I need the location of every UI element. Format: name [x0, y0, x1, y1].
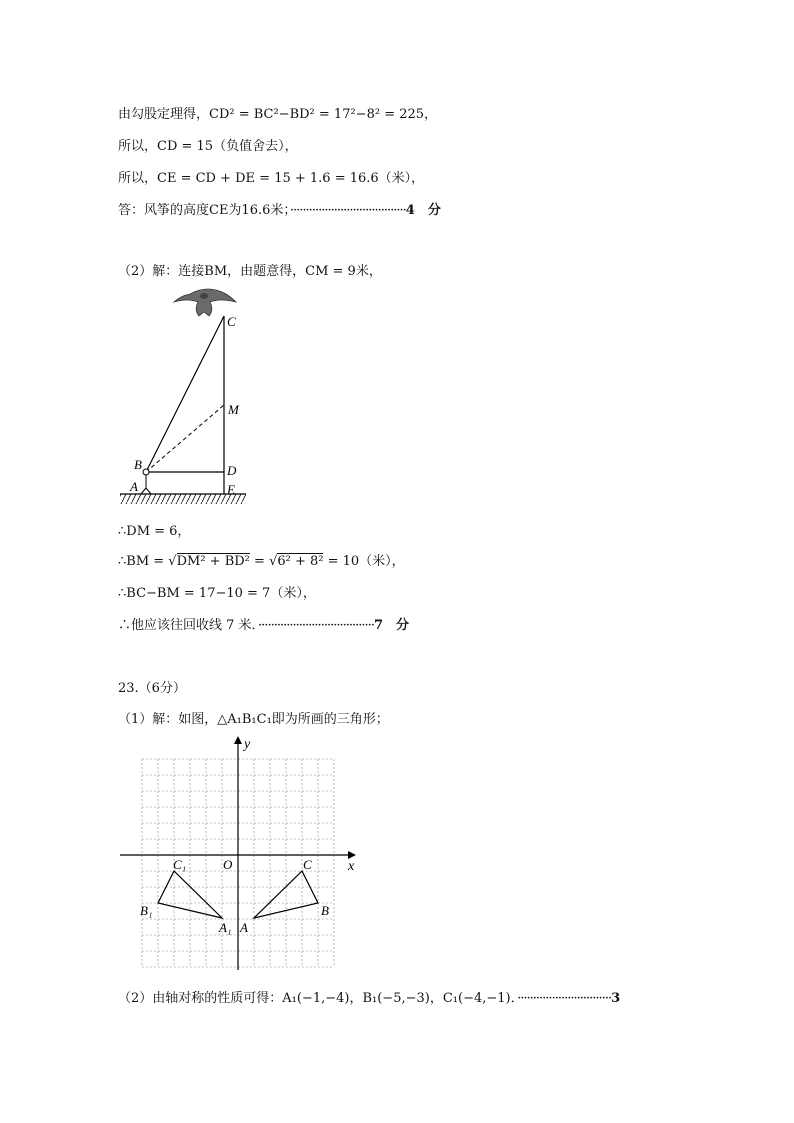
label-m: M	[228, 402, 239, 417]
label-b: B	[134, 457, 142, 472]
text-line-answer	[118, 199, 441, 218]
y-axis-label: y	[244, 737, 251, 752]
question-23-title: 23.（6分）	[118, 681, 186, 696]
sqrt-symbol-2: √	[269, 554, 278, 569]
radicand-1: DM² + BD²	[176, 554, 250, 569]
label-b1: B₁	[140, 903, 153, 918]
text-line-ce: 所以，CE = CD + DE = 15 + 1.6 = 16.6（米），	[118, 171, 425, 186]
kite-diagram	[112, 282, 257, 512]
label-c: C	[227, 314, 236, 329]
label-c1: C₁	[173, 857, 187, 872]
q23-part1: （1）解：如图，△A₁B₁C₁即为所画的三角形；	[118, 712, 389, 727]
label-b: B	[321, 903, 329, 918]
coordinate-grid-diagram	[118, 734, 366, 974]
origin-label: O	[223, 857, 233, 872]
score-mark: 7 分	[373, 618, 409, 633]
score-mark: 4 分	[405, 203, 441, 218]
coordinates-text: （2）由轴对称的性质可得：A₁(−1,−4)，B₁(−5,−3)，C₁(−4,−1)．	[118, 991, 518, 1006]
step-bm	[118, 550, 405, 569]
conclusion-text: ∴他应该往回收线 7 米．	[118, 618, 259, 633]
text-line-pythagoras: 由勾股定理得，CD² = BC²−BD² = 17²−8² = 225，	[118, 107, 438, 122]
label-c: C	[303, 857, 312, 872]
bm-suffix: = 10（米），	[323, 554, 405, 569]
leader-dots: ·····································	[289, 203, 406, 218]
step-conclusion	[118, 614, 409, 633]
bm-prefix: ∴BM =	[118, 554, 169, 569]
leader-dots: ······························	[517, 991, 612, 1006]
label-d: D	[227, 463, 237, 478]
kite-eagle-icon	[174, 289, 236, 316]
label-e: E	[227, 482, 235, 497]
score-mark: 3	[611, 991, 621, 1006]
text-line-cd: 所以，CD = 15（负值舍去），	[118, 139, 298, 154]
leader-dots: ·····································	[258, 618, 374, 633]
step-dm: ∴DM = 6，	[118, 524, 191, 539]
step-bc-bm: ∴BC−BM = 17−10 = 7（米），	[118, 586, 316, 601]
answer-text: 答：风筝的高度CE为16.6米；	[118, 203, 290, 218]
bm-mid: =	[249, 554, 270, 569]
part2-intro: （2）解：连接BM，由题意得，CM = 9米，	[118, 264, 382, 279]
q23-part2	[118, 987, 620, 1006]
label-a: A	[240, 920, 248, 935]
radicand-2: 6² + 8²	[277, 554, 324, 569]
sqrt-symbol: √	[168, 554, 177, 569]
label-a: A	[130, 479, 138, 494]
x-axis-label: x	[348, 859, 355, 874]
label-a1: A₁	[219, 920, 232, 935]
